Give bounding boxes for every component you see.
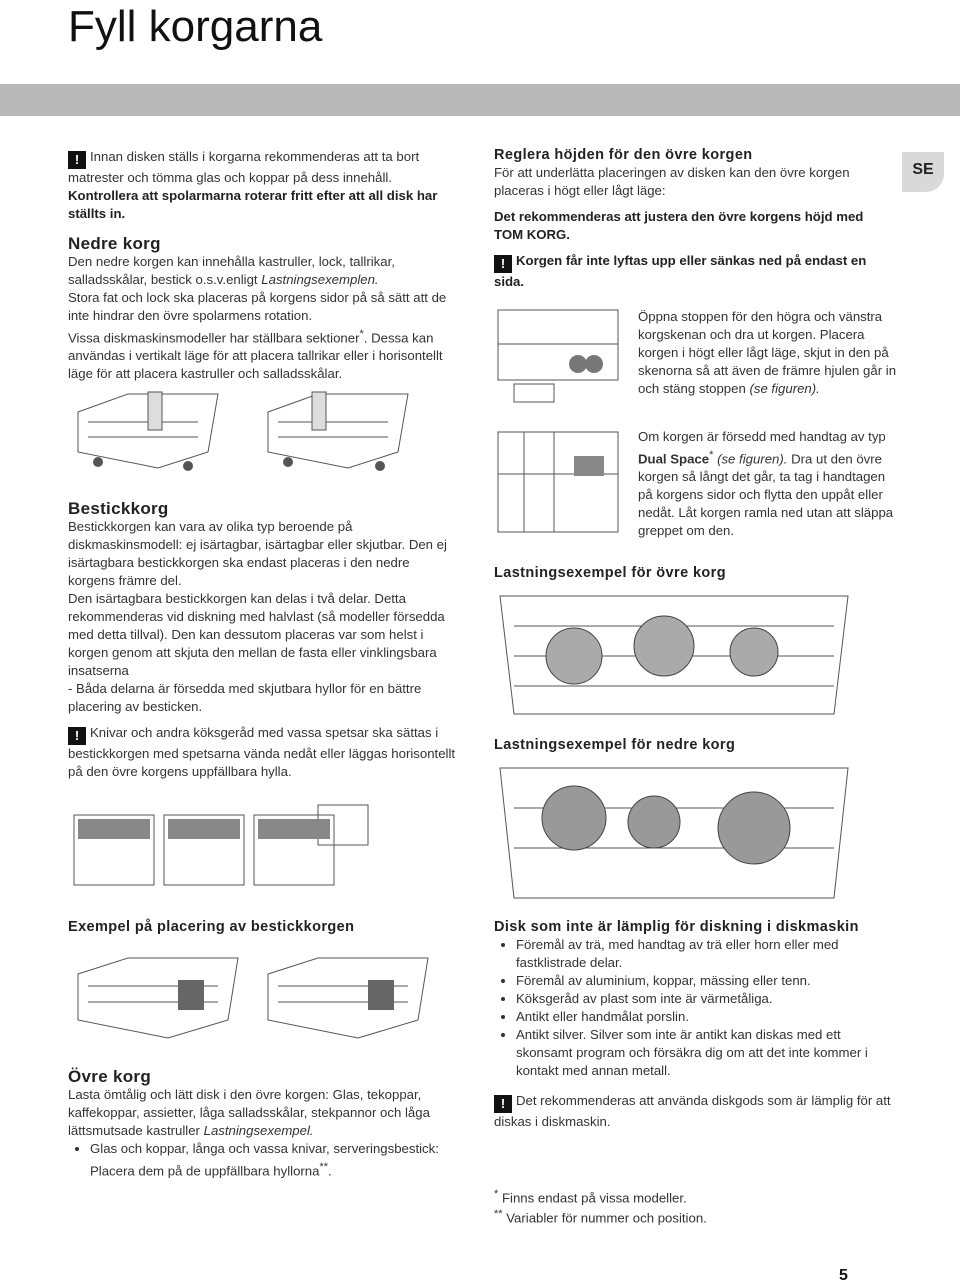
- lower-basket-load-illustration: [494, 758, 854, 908]
- last-ovre-heading: Lastningsexempel för övre korg: [494, 565, 726, 581]
- ovre-p1: Lasta ömtålig och lätt disk i den övre korgen: Glas, tekoppar, kaffekoppar, assietter, låga salladsskålar, stekpannor och låga lättsmutsade kastruller Lastningsexempel.: [68, 1087, 430, 1138]
- nedre-p3: Vissa diskmaskinsmodeller har ställbara sektioner*. Dessa kan användas i vertikalt läge för att placera tallrikar eller i horisontellt läge för att placera kastruller och salladsskålar.: [68, 328, 443, 382]
- cutlery-placement-illustration: [68, 950, 453, 1055]
- right-column-disk: [494, 918, 894, 1131]
- last-ovre-heading-wrap: [494, 564, 894, 582]
- list-item: • Köksgeråd av plast som inte är värmetåliga.: [516, 990, 894, 1008]
- bestick-p2: Den isärtagbara bestickkorgen kan delas i två delar. Detta rekommenderas vid diskning med halvlast (så modeller försedda med detta tillval). Den kan dessutom placeras var som helst i korgen genom att skjuta den mellan de fasta eller vinklingsbara insatserna: [68, 591, 445, 678]
- nedre-p1: Den nedre korgen kan innehålla kastruller, lock, tallrikar, salladsskålar, bestick o.s.v.enligt Lastningsexemplen.: [68, 254, 395, 287]
- nedre-p2: Stora fat och lock ska placeras på korgens sidor på så sätt att de inte hindrar den övre spolarmens rotation.: [68, 290, 447, 323]
- warning-icon: !: [68, 727, 86, 745]
- nedre-heading: Nedre korg: [68, 234, 161, 253]
- warning-icon: !: [494, 1095, 512, 1113]
- intro-bold: Kontrollera att spolarmarna roterar fritt efter att all disk har ställts in.: [68, 188, 438, 221]
- list-item: • Antikt eller handmålat porslin.: [516, 1008, 894, 1026]
- ovre-heading: Övre korg: [68, 1067, 152, 1086]
- reglera-bold: Det rekommenderas att justera den övre korgens höjd med TOM KORG.: [494, 209, 864, 242]
- upper-basket-load-illustration: [494, 586, 854, 722]
- bestick-warning: ! Knivar och andra köksgeråd med vassa spetsar ska sättas i bestickkorgen med spetsarna vända nedåt eller läggas horisontellt på den övre korgens uppfällbara hylla.: [68, 725, 456, 779]
- list-item: • Föremål av trä, med handtag av trä eller horn eller med fastklistrade delar.: [516, 936, 894, 972]
- rail-adjust-illustration: [494, 304, 624, 412]
- dual-p1: Om korgen är försedd med handtag av typ Dual Space* (se figuren). Dra ut den övre korgen så långt det går, ta tag i handtagen på korgens sidor och flytta den uppåt eller nedåt. Låt korgen ramla ned utan att släppa greppet om den.: [638, 429, 894, 539]
- language-tab: SE: [902, 152, 944, 192]
- disk-list: [494, 936, 894, 1080]
- page-number: 5: [839, 1267, 848, 1284]
- bestick-p3: - Båda delarna är försedda med skjutbara hyllor för en bättre placering av besticken.: [68, 681, 422, 714]
- list-item: • Föremål av aluminium, koppar, mässing eller tenn.: [516, 972, 894, 990]
- last-nedre-heading-wrap: [494, 736, 894, 754]
- page-title: Fyll korgarna: [68, 2, 323, 51]
- lower-basket-illustration: [68, 382, 448, 484]
- reglera-p1: För att underlätta placeringen av disken kan den övre korgen placeras i högt eller lågt läge:: [494, 165, 850, 198]
- bestick-p1: Bestickkorgen kan vara av olika typ beroende på diskmaskinsmodell: ej isärtagbar, isärtagbar eller skjutbar. Den ej isärtagbara bestickkorgen ska endast placeras i den nedre korgens främre del.: [68, 519, 447, 588]
- header-band: [0, 84, 960, 116]
- last-nedre-heading: Lastningsexempel för nedre korg: [494, 737, 736, 753]
- reglera-p2: Öppna stoppen för den högra och vänstra korgskenan och dra ut korgen. Placera korgen i högt eller lågt läge, skjut in den på skenorna så att även de främre hjulen går in och stäng stoppen (se figuren).: [638, 309, 897, 396]
- cutlery-basket-illustration: [68, 795, 378, 895]
- dual-block: [638, 428, 898, 540]
- left-column-ovre: [68, 1068, 458, 1180]
- left-column-bestick: [68, 500, 458, 781]
- reglera-warning: ! Korgen får inte lyftas upp eller sänkas ned på endast en sida.: [494, 253, 867, 289]
- footnote-1: * Finns endast på vissa modeller.: [494, 1188, 687, 1206]
- footnote-2: ** Variabler för nummer och position.: [494, 1208, 707, 1226]
- disk-heading: Disk som inte är lämplig för diskning i diskmaskin: [494, 919, 859, 935]
- exempel-heading: Exempel på placering av bestickkorgen: [68, 919, 355, 935]
- disk-warning: ! Det rekommenderas att använda diskgods som är lämplig för att diskas i diskmaskin.: [494, 1093, 891, 1129]
- intro-warning: ! Innan disken ställs i korgarna rekommenderas att ta bort matrester och tömma glas och koppar på dess innehåll.: [68, 149, 420, 185]
- right-column-top: [494, 146, 894, 291]
- left-column-exempel: [68, 918, 458, 936]
- dual-space-illustration: [494, 426, 624, 542]
- ovre-list: [68, 1140, 458, 1180]
- reglera-p2-block: [638, 308, 898, 398]
- list-item: • Antikt silver. Silver som inte är antikt kan diskas med ett skonsamt program och försäkra dig om att det inte kommer i kontakt med annan metall.: [516, 1026, 894, 1080]
- bestick-heading: Bestickkorg: [68, 499, 169, 518]
- warning-icon: !: [68, 151, 86, 169]
- list-item: • Glas och koppar, långa och vassa knivar, serveringsbestick: Placera dem på de uppfällbara hyllorna**.: [90, 1140, 458, 1180]
- warning-icon: !: [494, 255, 512, 273]
- reglera-heading: Reglera höjden för den övre korgen: [494, 147, 753, 163]
- left-column-top: [68, 148, 458, 383]
